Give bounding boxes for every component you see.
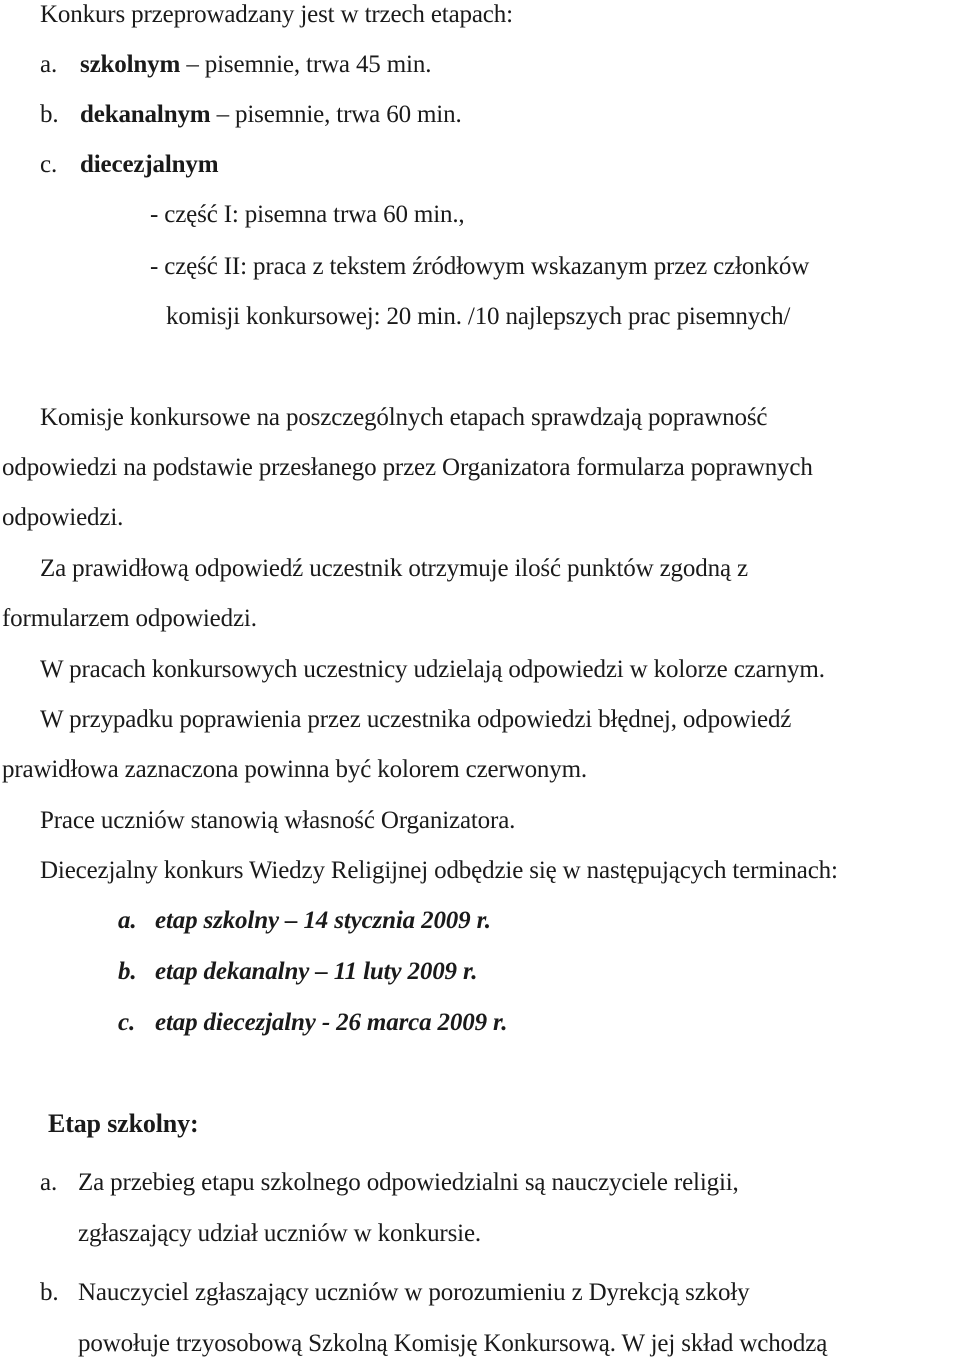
stage-name: dekanalnym	[80, 101, 211, 128]
stage-item-a	[40, 50, 431, 80]
school-item-b-cont: powołuje trzyosobową Szkolną Komisję Konkursową. W jej skład wchodzą	[78, 1330, 828, 1357]
stage-item-b	[40, 100, 462, 130]
schedule-marker: a.	[118, 907, 137, 934]
diocesan-part-2-cont: komisji konkursowej: 20 min. /10 najlepszych prac pisemnych/	[166, 303, 791, 330]
stage-marker: a.	[40, 51, 58, 78]
schedule-text: etap diecezjalny - 26 marca 2009 r.	[155, 1009, 508, 1036]
school-item-a-cont: zgłaszający udział uczniów w konkursie.	[78, 1220, 482, 1247]
school-item-b	[40, 1278, 750, 1308]
paragraph-line: Diecezjalny konkurs Wiedzy Religijnej odbędzie się w następujących terminach:	[40, 857, 838, 884]
schedule-marker: c.	[118, 1009, 136, 1036]
paragraph-line: W przypadku poprawienia przez uczestnika odpowiedzi błędnej, odpowiedź	[40, 706, 792, 733]
stage-desc: – pisemnie, trwa 45 min.	[180, 51, 432, 78]
schedule-marker: b.	[118, 958, 137, 985]
paragraph-line: odpowiedzi na podstawie przesłanego przez Organizatora formularza poprawnych	[2, 454, 813, 481]
paragraph-line: odpowiedzi.	[2, 504, 124, 531]
schedule-item-b	[118, 957, 477, 987]
schedule-item-a	[118, 906, 491, 936]
intro-text: Konkurs przeprowadzany jest w trzech etapach:	[40, 1, 513, 28]
section-heading: Etap szkolny:	[48, 1109, 199, 1138]
paragraph-line: Prace uczniów stanowią własność Organizatora.	[40, 807, 516, 834]
school-item-a	[40, 1168, 739, 1198]
school-item-marker: b.	[40, 1279, 59, 1306]
diocesan-part-2: - część II: praca z tekstem źródłowym wskazanym przez członków	[150, 253, 810, 280]
school-item-text: Nauczyciel zgłaszający uczniów w porozumieniu z Dyrekcją szkoły	[78, 1279, 750, 1306]
paragraph-line: Za prawidłową odpowiedź uczestnik otrzymuje ilość punktów zgodną z	[40, 555, 748, 582]
schedule-text: etap szkolny – 14 stycznia 2009 r.	[155, 907, 491, 934]
stage-item-c	[40, 150, 218, 180]
paragraph-line: prawidłowa zaznaczona powinna być kolorem czerwonym.	[2, 756, 588, 783]
paragraph-line: W pracach konkursowych uczestnicy udzielają odpowiedzi w kolorze czarnym.	[40, 656, 825, 683]
stage-marker: c.	[40, 151, 58, 178]
schedule-item-c	[118, 1008, 507, 1038]
school-item-marker: a.	[40, 1169, 58, 1196]
paragraph-line: formularzem odpowiedzi.	[2, 605, 257, 632]
stage-marker: b.	[40, 101, 59, 128]
paragraph-line: Komisje konkursowe na poszczególnych etapach sprawdzają poprawność	[40, 404, 768, 431]
stage-name: diecezjalnym	[80, 151, 219, 178]
school-item-text: Za przebieg etapu szkolnego odpowiedzialni są nauczyciele religii,	[78, 1169, 739, 1196]
schedule-text: etap dekanalny – 11 luty 2009 r.	[155, 958, 478, 985]
stage-name: szkolnym	[80, 51, 181, 78]
stage-desc: – pisemnie, trwa 60 min.	[210, 101, 462, 128]
diocesan-part-1: - część I: pisemna trwa 60 min.,	[150, 201, 465, 228]
